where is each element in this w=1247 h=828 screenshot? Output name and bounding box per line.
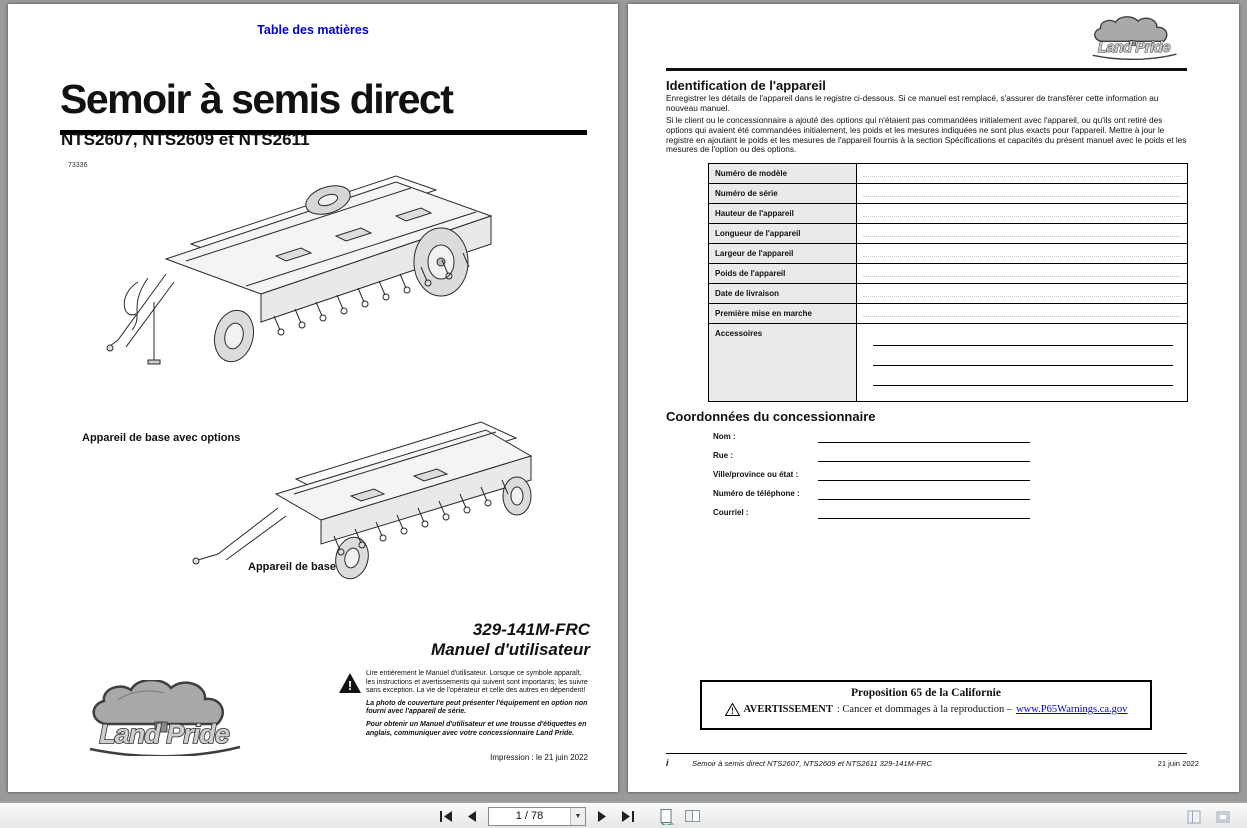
table-row-value (857, 284, 1187, 303)
footer-rule (666, 753, 1187, 754)
landpride-logo-small (1086, 16, 1182, 60)
write-in-line (818, 461, 1030, 462)
svg-text:Land Pride: Land Pride (99, 719, 229, 749)
table-row (709, 263, 1187, 283)
prop65-warning-label: AVERTISSEMENT (743, 704, 833, 715)
table-row-value (857, 204, 1187, 223)
write-in-line (873, 365, 1173, 366)
toc-link[interactable]: Table des matières (257, 23, 369, 37)
table-row (709, 164, 1187, 183)
caption-base-unit: Appareil de base (248, 561, 337, 573)
identification-para1: Enregistrer les détails de l'appareil dans le registre ci-dessous. Si ce manuel est remplacé, s'assurer de transférer cette information au nouveau manuel. (666, 93, 1159, 113)
next-page-icon (597, 811, 607, 822)
landpride-logo (78, 680, 250, 756)
next-page-button[interactable] (592, 806, 612, 826)
dealer-field-label: Numéro de téléphone : (713, 489, 800, 498)
prop65-title: Proposition 65 de la Californie (851, 687, 1001, 699)
write-in-line (818, 442, 1030, 443)
prop65-warning-text: : Cancer et dommages à la reproduction – (836, 704, 1013, 715)
write-in-line (873, 345, 1173, 346)
english-manual-note: Pour obtenir un Manuel d'utilisateur et une trousse d'étiquettes en anglais, communiquer avec votre concessionnaire Land Pride. (366, 720, 587, 737)
warning-triangle-outline-icon (725, 703, 740, 716)
table-row (709, 223, 1187, 243)
previous-page-button[interactable] (462, 806, 482, 826)
write-in-line (873, 385, 1173, 386)
table-row-value (857, 164, 1187, 183)
page-indicator: 1 / 78 (515, 810, 544, 822)
footer-page-number: i (666, 758, 669, 768)
page-identification (628, 4, 1239, 792)
warning-triangle-icon (338, 672, 362, 694)
thumbnails-panel-icon (1186, 809, 1202, 825)
cover-title: Semoir à semis direct (60, 76, 587, 135)
svg-text:!: ! (347, 678, 353, 693)
first-page-icon (440, 811, 452, 822)
full-screen-icon (1215, 809, 1231, 825)
single-page-view-icon (658, 808, 675, 825)
write-in-line (818, 480, 1030, 481)
table-row (709, 303, 1187, 323)
table-row (709, 243, 1187, 263)
dealer-field-label: Ville/province ou état : (713, 470, 799, 479)
dealer-field-label: Nom : (713, 432, 736, 441)
dealer-field-label: Courriel : (713, 508, 749, 517)
svg-text:!: ! (730, 706, 734, 716)
table-row-label: Numéro de modèle (709, 164, 857, 183)
read-manual-note: Lire entièrement le Manuel d'utilisateur. Lorsque ce symbole apparaît, les instructions et avertissements qui suivent sont importants; les suivre sans exception. La vie de l'opérateur et celle des autres en dépendent! (366, 670, 588, 695)
thumbnails-panel-button[interactable] (1184, 807, 1204, 827)
table-row (709, 203, 1187, 223)
print-date: Impression : le 21 juin 2022 (490, 753, 588, 762)
last-page-icon (622, 811, 634, 822)
identification-table (708, 163, 1188, 402)
header-rule (666, 68, 1187, 71)
table-row-label: Largeur de l'appareil (709, 244, 857, 263)
full-screen-button[interactable] (1213, 807, 1233, 827)
table-row-label: Accessoires (709, 324, 857, 401)
table-row-value (857, 304, 1187, 323)
table-row-label: Longueur de l'appareil (709, 224, 857, 243)
table-row (709, 183, 1187, 203)
figure-number: 73336 (68, 162, 88, 169)
table-row-label: Première mise en marche (709, 304, 857, 323)
page-number-combobox[interactable] (488, 807, 586, 826)
caption-base-with-options: Appareil de base avec options (82, 432, 241, 444)
manual-number: 329-141M-FRC (472, 620, 590, 639)
seeder-illustration (96, 164, 552, 616)
manual-type: Manuel d'utilisateur (431, 640, 590, 659)
footer-date: 21 juin 2022 (1157, 759, 1199, 768)
table-row-label: Numéro de série (709, 184, 857, 203)
table-row-value (857, 264, 1187, 283)
prop65-box (700, 680, 1152, 730)
toolbar-right-tools (1184, 807, 1233, 827)
facing-pages-view-button[interactable] (682, 806, 702, 826)
cover-photo-note: La photo de couverture peut présenter l'équipement en option non fourni avec l'appareil de série. (366, 699, 588, 716)
cover-notes (366, 670, 592, 738)
write-in-line (818, 499, 1030, 500)
page-navigation (436, 806, 702, 826)
table-row-value (857, 224, 1187, 243)
identification-para2: Si le client ou le concessionnaire a ajouté des options qui n'étaient pas commandées initialement avec l'appareil, ou qu'ils ont retiré des options qui avaient été commandées initialement, les poids et les mesures indiquées ne sont plus exacts pour l'appareil. Mettre à jour le registre en ajoutant le poids et les mesures de l'appareil fournis à la section Spécifications et capacités du présent manuel avec le poids et les mesures de l'option ou des options. (666, 115, 1187, 155)
identification-heading: Identification de l'appareil (666, 78, 826, 93)
last-page-button[interactable] (618, 806, 638, 826)
dealer-heading: Coordonnées du concessionnaire (666, 409, 876, 424)
table-row (709, 283, 1187, 303)
manual-number-block (431, 620, 590, 660)
viewer-toolbar (0, 802, 1247, 828)
first-page-button[interactable] (436, 806, 456, 826)
table-row-label: Poids de l'appareil (709, 264, 857, 283)
previous-page-icon (467, 811, 477, 822)
table-row-value (857, 324, 1187, 401)
table-row-value (857, 244, 1187, 263)
table-row-label: Date de livraison (709, 284, 857, 303)
single-page-view-button[interactable] (656, 806, 676, 826)
table-row-value (857, 184, 1187, 203)
prop65-link[interactable]: www.P65Warnings.ca.gov (1016, 704, 1128, 715)
table-row-accessories (709, 323, 1187, 401)
page-cover (8, 4, 618, 792)
footer-doc-title: Semoir à semis direct NTS2607, NTS2609 et NTS2611 329-141M-FRC (692, 759, 933, 768)
write-in-line (818, 518, 1030, 519)
table-row-label: Hauteur de l'appareil (709, 204, 857, 223)
svg-text:Land Pride: Land Pride (1097, 38, 1171, 56)
cover-subtitle: NTS2607, NTS2609 et NTS2611 (61, 130, 310, 149)
prop65-warning-line (702, 703, 1150, 716)
chevron-down-icon[interactable]: ▼ (570, 808, 585, 825)
dealer-field-label: Rue : (713, 451, 733, 460)
facing-pages-view-icon (684, 808, 701, 825)
